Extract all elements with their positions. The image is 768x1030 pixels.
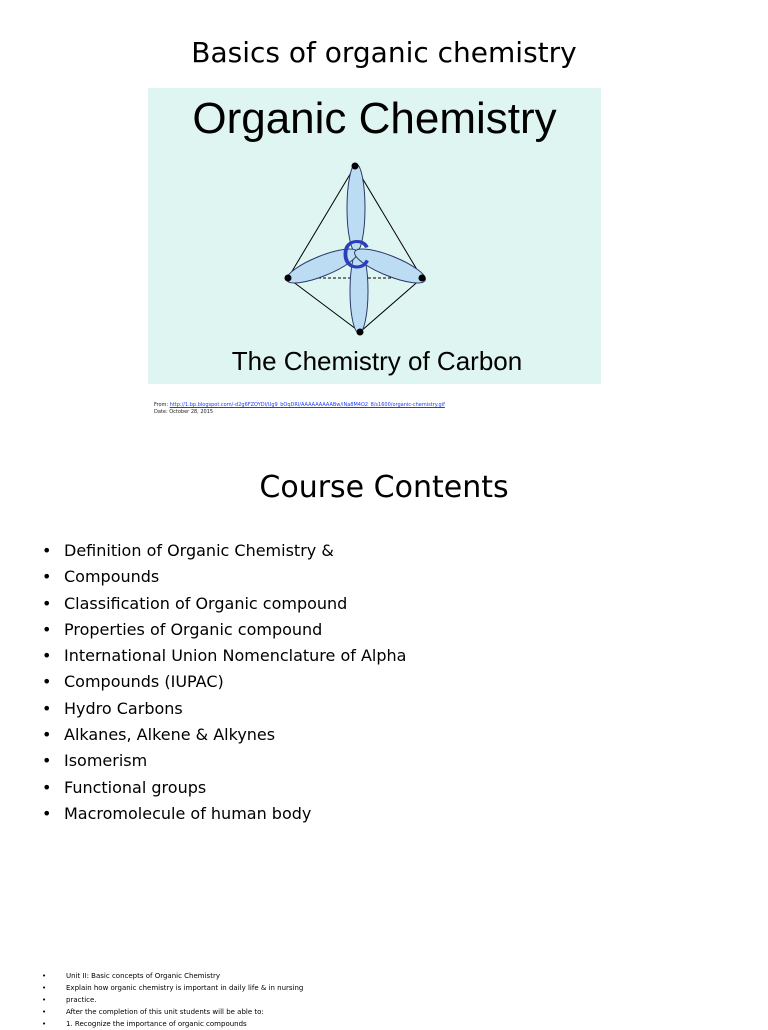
note-item (42, 994, 303, 1006)
note-text: practice. (66, 996, 97, 1004)
bullet-icon: • (42, 996, 47, 1004)
list-item (42, 722, 406, 748)
list-item-text: Compounds (IUPAC) (64, 672, 224, 692)
list-item-text: Classification of Organic compound (64, 593, 348, 613)
note-text: Unit II: Basic concepts of Organic Chemistry (66, 972, 220, 980)
image-subheading: The Chemistry of Carbon (231, 346, 523, 376)
bullet-icon: • (42, 803, 52, 823)
image-heading: Organic Chemistry (192, 94, 557, 143)
note-text: Explain how organic chemistry is important in daily life & in nursing (66, 984, 304, 992)
list-item (42, 801, 406, 827)
list-item-text: Definition of Organic Chemistry & (64, 541, 334, 560)
note-item (42, 970, 303, 982)
list-item (42, 564, 406, 590)
list-item-text: Isomerism (64, 751, 148, 771)
note-text: After the completion of this unit students will be able to: (66, 1008, 264, 1016)
course-contents-title: Course Contents (259, 470, 509, 505)
list-item (42, 775, 406, 801)
list-item (42, 669, 406, 695)
list-item-text: Alkanes, Alkene & Alkynes (64, 725, 276, 745)
bullet-icon: • (42, 646, 52, 666)
credit-date: Date: October 28, 2015 (154, 409, 214, 415)
list-item (42, 643, 406, 669)
note-text: 1. Recognize the importance of organic compounds (66, 1020, 247, 1028)
note-item (42, 1018, 303, 1030)
list-item-text: Compounds (64, 567, 160, 587)
list-item (42, 591, 406, 617)
bullet-icon: • (42, 619, 52, 639)
list-item-text: Functional groups (64, 777, 207, 797)
organic-chemistry-image (148, 88, 601, 384)
bullet-icon: • (42, 672, 52, 692)
list-item-text: Macromolecule of human body (64, 803, 312, 823)
list-item-text: Hydro Carbons (64, 698, 183, 718)
bullet-icon: • (42, 541, 52, 560)
carbon-tetrahedral-diagram (148, 88, 601, 384)
credit-from-label: From: (154, 402, 169, 408)
bullet-icon: • (42, 593, 52, 613)
list-item (42, 748, 406, 774)
bullet-icon: • (42, 1008, 47, 1016)
credit-url-link[interactable]: http://1.bp.blogspot.com/-d2g6FZOYDl/Ug9_bOqDRI/AAAAAAAAABw/iNa8M4O2_8/s1600/organic-chemistry.gif (169, 402, 445, 408)
carbon-letter: C (341, 233, 371, 277)
slide-title: Basics of organic chemistry (191, 36, 577, 69)
list-item (42, 617, 406, 643)
bullet-icon: • (42, 751, 52, 771)
bullet-icon: • (42, 972, 47, 980)
image-credit (154, 402, 445, 416)
bullet-icon: • (42, 777, 52, 797)
list-item-text: International Union Nomenclature of Alpha (64, 646, 407, 666)
bullet-icon: • (42, 1020, 47, 1028)
bullet-icon: • (42, 984, 47, 992)
bullet-icon: • (42, 698, 52, 718)
note-item (42, 1006, 303, 1018)
list-item-text: Properties of Organic compound (64, 619, 323, 639)
list-item (42, 538, 406, 564)
course-contents-list (42, 538, 406, 827)
bullet-icon: • (42, 725, 52, 745)
note-item (42, 982, 303, 994)
bullet-icon: • (42, 567, 52, 587)
slide-notes-list (42, 970, 303, 1030)
list-item (42, 696, 406, 722)
